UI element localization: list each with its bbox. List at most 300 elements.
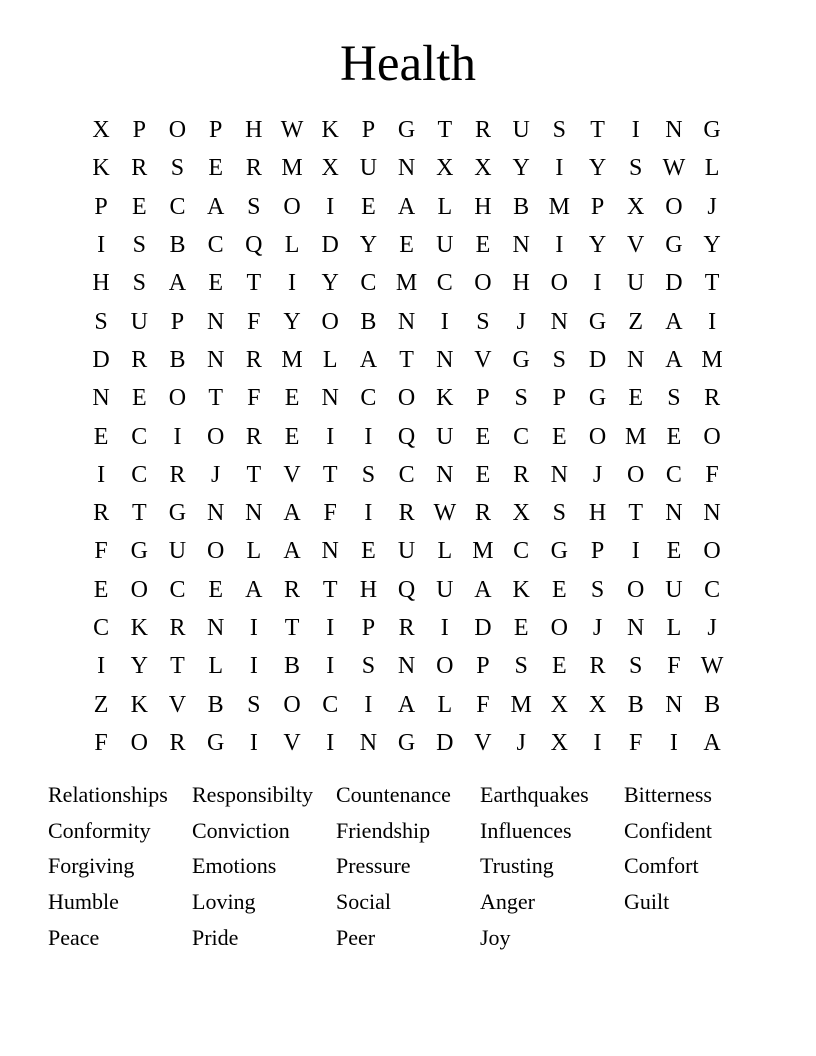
grid-cell: A (283, 500, 301, 527)
grid-cell: B (627, 691, 644, 718)
grid-cell: G (130, 538, 148, 565)
grid-cell: B (169, 232, 186, 259)
grid-cell: C (436, 270, 453, 297)
grid-cell: C (207, 232, 224, 259)
grid-cell: C (513, 538, 530, 565)
grid-cell: Y (130, 653, 148, 680)
grid-cell: Y (703, 232, 721, 259)
grid-cell: C (513, 423, 530, 450)
grid-cell: S (361, 461, 376, 488)
grid-cell: X (627, 193, 645, 220)
grid-cell: T (704, 270, 720, 297)
grid-cell: B (284, 653, 301, 680)
grid-cell: N (550, 308, 569, 335)
grid-cell: I (440, 615, 449, 641)
grid-cell: I (97, 232, 106, 259)
grid-cell: W (700, 653, 724, 680)
grid-cell: I (97, 461, 106, 488)
grid-row (82, 685, 732, 723)
grid-cell: Q (397, 423, 416, 450)
grid-cell: G (397, 729, 416, 756)
grid-cell: K (130, 615, 148, 641)
grid-cell: S (361, 653, 376, 680)
grid-cell: A (665, 308, 683, 335)
grid-cell: L (322, 346, 338, 373)
grid-cell: G (588, 308, 607, 335)
grid-row (82, 188, 732, 226)
grid-cell: T (322, 576, 338, 603)
grid-cell: S (132, 232, 146, 259)
word-list-item: Confident (624, 817, 712, 843)
grid-cell: E (475, 423, 491, 450)
grid-cell: D (588, 346, 607, 373)
word-list-item: Conformity (48, 817, 151, 843)
grid-cell: E (131, 385, 147, 412)
grid-cell: N (665, 691, 683, 718)
grid-row (82, 302, 732, 340)
grid-cell: B (513, 193, 530, 220)
grid-row (82, 264, 732, 302)
grid-row (82, 379, 732, 417)
grid-cell: N (627, 615, 645, 641)
word-list-item: Trusting (480, 853, 554, 879)
grid-row (82, 417, 732, 455)
grid-cell: T (628, 500, 644, 527)
grid-cell: E (399, 232, 414, 259)
grid-cell: F (629, 729, 643, 756)
grid-cell: W (662, 155, 686, 182)
grid-cell: I (555, 155, 564, 182)
grid-cell: F (94, 538, 108, 565)
grid-cell: O (283, 193, 301, 220)
word-list-item: Social (336, 889, 391, 915)
grid-cell: A (397, 691, 416, 718)
grid-cell: H (512, 270, 530, 297)
grid-cell: O (665, 193, 683, 220)
grid-cell: R (245, 155, 262, 182)
grid-cell: O (283, 691, 301, 718)
grid-cell: X (588, 691, 607, 718)
page-title: Health (340, 36, 476, 92)
grid-cell: J (592, 615, 603, 641)
grid-cell: D (321, 232, 339, 259)
grid-cell: T (208, 385, 223, 412)
grid-cell: S (552, 500, 567, 527)
grid-cell: T (590, 117, 605, 144)
grid-row (82, 149, 732, 187)
grid-cell: D (436, 729, 454, 756)
grid-cell: L (666, 615, 682, 641)
grid-cell: I (326, 729, 335, 756)
grid-cell: F (476, 691, 490, 718)
grid-cell: F (247, 385, 261, 412)
grid-cell: R (398, 500, 415, 527)
grid-cell: C (322, 691, 339, 718)
grid-cell: X (321, 155, 339, 182)
grid-cell: S (476, 308, 490, 335)
grid-cell: V (283, 461, 301, 488)
grid-cell: Z (93, 691, 109, 718)
grid-cell: C (360, 385, 377, 412)
grid-cell: N (397, 653, 416, 680)
grid-cell: U (627, 270, 645, 297)
grid-cell: V (627, 232, 645, 259)
grid-cell: C (360, 270, 377, 297)
grid-cell: J (516, 729, 526, 756)
grid-cell: N (397, 155, 416, 182)
grid-cell: L (208, 653, 223, 680)
grid-cell: P (361, 117, 376, 144)
word-list-item: Earthquakes (480, 782, 589, 807)
grid-cell: U (436, 232, 454, 259)
grid-cell: E (552, 653, 567, 680)
grid-cell: F (94, 729, 108, 756)
grid-cell: Z (628, 308, 644, 335)
word-list-item: Joy (480, 924, 511, 950)
grid-cell: M (472, 538, 494, 565)
grid-cell: P (590, 193, 605, 220)
grid-row (82, 111, 732, 149)
grid-cell: G (588, 385, 607, 412)
grid-cell: I (593, 729, 602, 756)
grid-cell: V (474, 729, 492, 756)
grid-cell: X (512, 500, 530, 527)
grid-cell: I (249, 729, 258, 756)
grid-cell: I (326, 615, 335, 641)
grid-cell: X (550, 729, 569, 756)
grid-cell: N (550, 461, 569, 488)
grid-cell: I (593, 270, 602, 297)
grid-cell: C (169, 576, 186, 603)
grid-cell: J (516, 308, 526, 335)
grid-cell: I (326, 653, 335, 680)
grid-cell: A (245, 576, 263, 603)
word-list-item: Relationships (48, 782, 168, 807)
grid-cell: X (92, 117, 110, 144)
grid-cell: E (475, 461, 491, 488)
grid-row (82, 226, 732, 264)
grid-cell: X (550, 691, 569, 718)
grid-row (82, 494, 732, 532)
grid-cell: I (97, 653, 106, 680)
grid-cell: N (206, 615, 225, 641)
grid-cell: L (704, 155, 720, 182)
word-list-item: Emotions (192, 853, 277, 879)
grid-cell: U (665, 576, 683, 603)
grid-cell: F (705, 461, 719, 488)
grid-cell: D (665, 270, 683, 297)
grid-cell: H (92, 270, 110, 297)
grid-cell: C (665, 461, 682, 488)
grid-cell: E (208, 155, 223, 182)
word-list-item: Pressure (336, 853, 411, 879)
grid-cell: S (552, 117, 567, 144)
grid-cell: B (704, 691, 721, 718)
grid-cell: O (588, 423, 607, 450)
grid-cell: P (476, 385, 490, 412)
grid-cell: O (206, 538, 225, 565)
grid-cell: N (206, 346, 225, 373)
grid-cell: N (665, 500, 683, 527)
grid-cell: N (206, 308, 225, 335)
grid-row (82, 456, 732, 494)
grid-cell: I (364, 500, 373, 527)
grid-cell: I (555, 232, 564, 259)
grid-cell: R (131, 155, 148, 182)
grid-cell: O (703, 423, 721, 450)
word-list-item: Forgiving (48, 853, 135, 879)
grid-cell: A (703, 729, 721, 756)
grid-cell: X (474, 155, 492, 182)
grid-cell: C (93, 615, 110, 641)
grid-cell: G (168, 500, 187, 527)
grid-cell: S (590, 576, 605, 603)
grid-cell: W (433, 500, 457, 527)
grid-cell: H (474, 193, 492, 220)
grid-cell: U (512, 117, 530, 144)
grid-cell: O (130, 729, 148, 756)
word-list-item: Responsibilty (192, 782, 314, 807)
grid-cell: M (395, 270, 418, 297)
grid-cell: J (707, 193, 717, 220)
grid-cell: O (206, 423, 225, 450)
grid-cell: A (359, 346, 378, 373)
grid-cell: N (436, 346, 454, 373)
grid-cell: I (631, 538, 640, 565)
grid-cell: O (703, 538, 721, 565)
grid-cell: B (169, 346, 186, 373)
grid-cell: F (667, 653, 681, 680)
grid-cell: L (284, 232, 300, 259)
grid-cell: J (210, 461, 221, 488)
grid-cell: T (170, 653, 185, 680)
grid-cell: M (281, 346, 303, 373)
grid-cell: N (359, 729, 378, 756)
grid-cell: E (208, 270, 223, 297)
grid-cell: N (665, 117, 683, 144)
grid-cell: K (436, 385, 454, 412)
grid-cell: S (552, 346, 567, 373)
grid-cell: E (628, 385, 644, 412)
grid-cell: N (245, 500, 263, 527)
grid-cell: N (703, 500, 721, 527)
grid-cell: M (548, 193, 571, 220)
word-list-item: Loving (192, 889, 256, 915)
grid-row (82, 341, 732, 379)
grid-cell: P (170, 308, 185, 335)
grid-cell: I (288, 270, 297, 297)
grid-cell: U (359, 155, 378, 182)
grid-cell: C (131, 423, 148, 450)
grid-cell: L (437, 538, 453, 565)
grid-cell: H (588, 500, 607, 527)
grid-cell: U (436, 576, 454, 603)
grid-cell: O (627, 576, 645, 603)
grid-cell: I (631, 117, 640, 144)
grid-cell: O (321, 308, 339, 335)
grid-cell: K (130, 691, 148, 718)
grid-cell: R (131, 346, 148, 373)
grid-cell: E (361, 193, 376, 220)
grid-cell: L (246, 538, 262, 565)
grid-cell: R (169, 615, 186, 641)
grid-cell: S (629, 653, 643, 680)
grid-cell: K (92, 155, 110, 182)
grid-cell: V (474, 346, 492, 373)
word-list-item: Pride (192, 924, 239, 950)
grid-cell: M (701, 346, 723, 373)
grid-cell: G (397, 117, 416, 144)
grid-cell: U (436, 423, 454, 450)
grid-cell: N (206, 500, 225, 527)
grid-cell: A (397, 193, 416, 220)
grid-cell: Y (359, 232, 378, 259)
grid-cell: G (665, 232, 683, 259)
grid-cell: J (707, 615, 717, 641)
grid-cell: A (283, 538, 301, 565)
grid-cell: S (132, 270, 146, 297)
grid-cell: T (246, 461, 262, 488)
grid-cell: S (247, 193, 261, 220)
grid-cell: R (245, 423, 262, 450)
grid-cell: C (704, 576, 721, 603)
grid-cell: D (474, 615, 492, 641)
grid-cell: I (669, 729, 678, 756)
grid-cell: C (169, 193, 186, 220)
grid-cell: R (245, 346, 262, 373)
grid-cell: E (93, 423, 109, 450)
grid-cell: T (399, 346, 414, 373)
grid-cell: Y (321, 270, 339, 297)
grid-cell: P (132, 117, 146, 144)
grid-cell: O (397, 385, 416, 412)
grid-cell: H (245, 117, 263, 144)
grid-cell: N (436, 461, 454, 488)
word-list-item: Anger (480, 889, 535, 915)
grid-cell: P (590, 538, 605, 565)
grid-row (82, 724, 732, 762)
grid-cell: O (627, 461, 645, 488)
grid-cell: Y (283, 308, 301, 335)
grid-cell: N (397, 308, 416, 335)
grid-cell: E (513, 615, 529, 641)
grid-cell: E (475, 232, 491, 259)
grid-cell: O (130, 576, 148, 603)
grid-cell: Y (512, 155, 530, 182)
grid-cell: I (440, 308, 449, 335)
grid-row (82, 647, 732, 685)
grid-cell: M (510, 691, 532, 718)
grid-cell: V (283, 729, 301, 756)
grid-cell: I (249, 615, 258, 641)
grid-cell: P (476, 653, 490, 680)
grid-cell: R (704, 385, 721, 412)
grid-cell: M (625, 423, 647, 450)
grid-cell: T (284, 615, 300, 641)
grid-cell: A (168, 270, 187, 297)
grid-cell: E (666, 538, 682, 565)
grid-cell: R (284, 576, 301, 603)
grid-cell: E (552, 423, 567, 450)
grid-cell: Y (588, 155, 607, 182)
grid-cell: P (94, 193, 108, 220)
grid-cell: R (589, 653, 606, 680)
grid-cell: G (512, 346, 530, 373)
grid-cell: R (474, 500, 491, 527)
grid-cell: R (169, 461, 186, 488)
grid-cell: A (665, 346, 683, 373)
word-list-item: Peace (48, 924, 100, 950)
grid-cell: A (206, 193, 225, 220)
grid-cell: G (206, 729, 225, 756)
grid-cell: B (207, 691, 224, 718)
grid-cell: Q (245, 232, 263, 259)
grid-cell: H (359, 576, 378, 603)
grid-cell: Q (397, 576, 416, 603)
word-list-item: Bitterness (624, 782, 712, 807)
word-list-item: Comfort (624, 853, 699, 879)
grid-cell: U (130, 308, 148, 335)
grid-cell: P (208, 117, 223, 144)
grid-cell: U (168, 538, 187, 565)
grid-cell: I (173, 423, 182, 450)
grid-cell: E (284, 423, 300, 450)
grid-cell: S (514, 653, 528, 680)
grid-cell: I (364, 691, 373, 718)
grid-cell: E (361, 538, 376, 565)
grid-cell: C (131, 461, 148, 488)
grid-cell: N (512, 232, 530, 259)
grid-cell: I (326, 193, 335, 220)
grid-cell: O (550, 270, 569, 297)
grid-cell: V (168, 691, 187, 718)
grid-cell: N (321, 538, 339, 565)
grid-cell: T (246, 270, 262, 297)
grid-cell: O (550, 615, 569, 641)
grid-cell: R (398, 615, 415, 641)
grid-cell: R (474, 117, 491, 144)
grid-cell: N (321, 385, 339, 412)
grid-cell: E (131, 193, 147, 220)
grid-cell: I (708, 308, 717, 335)
grid-cell: O (168, 385, 187, 412)
grid-cell: I (249, 653, 258, 680)
grid-cell: K (321, 117, 339, 144)
grid-cell: R (513, 461, 530, 488)
grid-cell: S (514, 385, 528, 412)
grid-cell: R (169, 729, 186, 756)
grid-cell: E (208, 576, 223, 603)
letter-grid (82, 111, 732, 762)
grid-row (82, 571, 732, 609)
grid-row (82, 532, 732, 570)
grid-cell: S (94, 308, 108, 335)
grid-cell: P (361, 615, 376, 641)
grid-cell: I (326, 423, 335, 450)
grid-cell: O (474, 270, 492, 297)
word-list-item: Countenance (336, 782, 451, 807)
grid-cell: N (92, 385, 110, 412)
grid-cell: C (398, 461, 415, 488)
grid-cell: J (592, 461, 603, 488)
grid-cell: N (627, 346, 645, 373)
grid-cell: F (323, 500, 337, 527)
grid-cell: S (667, 385, 681, 412)
grid-cell: Y (588, 232, 607, 259)
grid-cell: T (131, 500, 147, 527)
word-list-item: Influences (480, 817, 572, 843)
grid-cell: T (437, 117, 453, 144)
